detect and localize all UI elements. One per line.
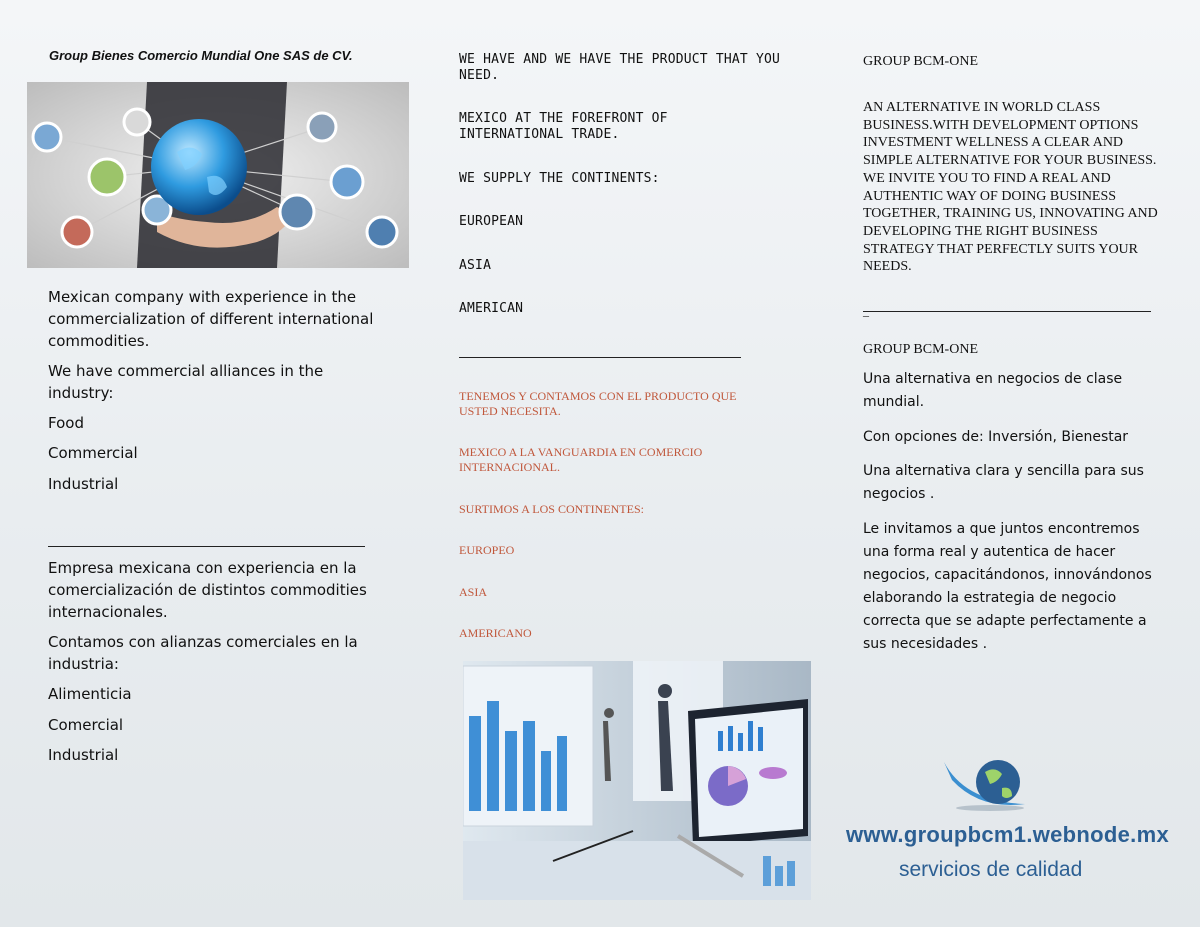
en-item-industrial: Industrial: [48, 475, 119, 493]
rule-tail: _: [863, 304, 869, 318]
heading-en: GROUP BCM-ONE: [863, 54, 978, 69]
company-title: Group Bienes Comercio Mundial One SAS de CV.: [49, 48, 353, 63]
es-intro: Empresa mexicana con experiencia en la comercialización de distintos commodities internacionales.: [48, 559, 367, 621]
es-line-producto: TENEMOS Y CONTAMOS CON EL PRODUCTO QUE USTED NECESITA.: [459, 389, 737, 418]
es-item-alimenticia: Alimenticia: [48, 685, 132, 703]
es-para-clara: Una alternativa clara y sencilla para sus negocios .: [863, 463, 1144, 502]
es-line-surtimos: SURTIMOS A LOS CONTINENTES:: [459, 502, 644, 516]
es-line-mexico: MEXICO A LA VANGUARDIA EN COMERCIO INTERNACIONAL.: [459, 445, 703, 474]
es-para-alternativa: Una alternativa en negocios de clase mundial.: [863, 371, 1123, 410]
en-intro: Mexican company with experience in the commercialization of different international commodities.: [48, 288, 374, 350]
body-en: AN ALTERNATIVE IN WORLD CLASS BUSINESS.WITH DEVELOPMENT OPTIONS INVESTMENT WELLNESS A CLEAR AND SIMPLE ALTERNATIVE FOR YOUR BUSINESS. WE INVITE YOU TO FIND A REAL AND AUTHENTIC WAY OF DOING BUSINESS TOGETHER, TRAINING US, INNOVATING AND DEVELOPING THE RIGHT BUSINESS STRATEGY THAT PERFECTLY SUITS YOUR NEEDS.: [863, 100, 1158, 275]
en-line-product: WE HAVE AND WE HAVE THE PRODUCT THAT YOU NEED.: [459, 52, 781, 83]
tagline: servicios de calidad: [899, 858, 1083, 881]
en-line-supply: WE SUPPLY THE CONTINENTS:: [459, 171, 660, 186]
es-line-europeo: EUROPEO: [459, 543, 515, 557]
es-para-opciones: Con opciones de: Inversión, Bienestar: [863, 429, 1129, 445]
middle-divider: [459, 357, 741, 358]
heading-es: GROUP BCM-ONE: [863, 342, 978, 357]
es-item-comercial: Comercial: [48, 716, 124, 734]
business-charts-photo: [463, 661, 811, 900]
es-line-asia: ASIA: [459, 585, 488, 599]
left-divider: [48, 546, 365, 547]
globe-logo-icon: [940, 752, 1035, 812]
es-line-americano: AMERICANO: [459, 626, 532, 640]
es-item-industrial: Industrial: [48, 746, 119, 764]
en-line-european: EUROPEAN: [459, 214, 524, 229]
globe-hand-photo: [27, 82, 409, 268]
en-line-american: AMERICAN: [459, 301, 524, 316]
en-alliances: We have commercial alliances in the industry:: [48, 362, 324, 402]
en-item-food: Food: [48, 414, 84, 432]
en-line-asia: ASIA: [459, 258, 492, 273]
en-line-mexico: MEXICO AT THE FOREFRONT OF INTERNATIONAL TRADE.: [459, 111, 668, 142]
en-item-commercial: Commercial: [48, 444, 138, 462]
es-para-invitamos: Le invitamos a que juntos encontremos una forma real y autentica de hacer negocios, capacitándonos, innovándonos elaborando la estrategia de negocio correcta que se adapte perfectamente a sus necesidades .: [863, 521, 1152, 652]
website-link[interactable]: www.groupbcm1.webnode.mx: [846, 822, 1169, 847]
es-alliances: Contamos con alianzas comerciales en la industria:: [48, 633, 358, 673]
right-divider: [863, 311, 1151, 312]
